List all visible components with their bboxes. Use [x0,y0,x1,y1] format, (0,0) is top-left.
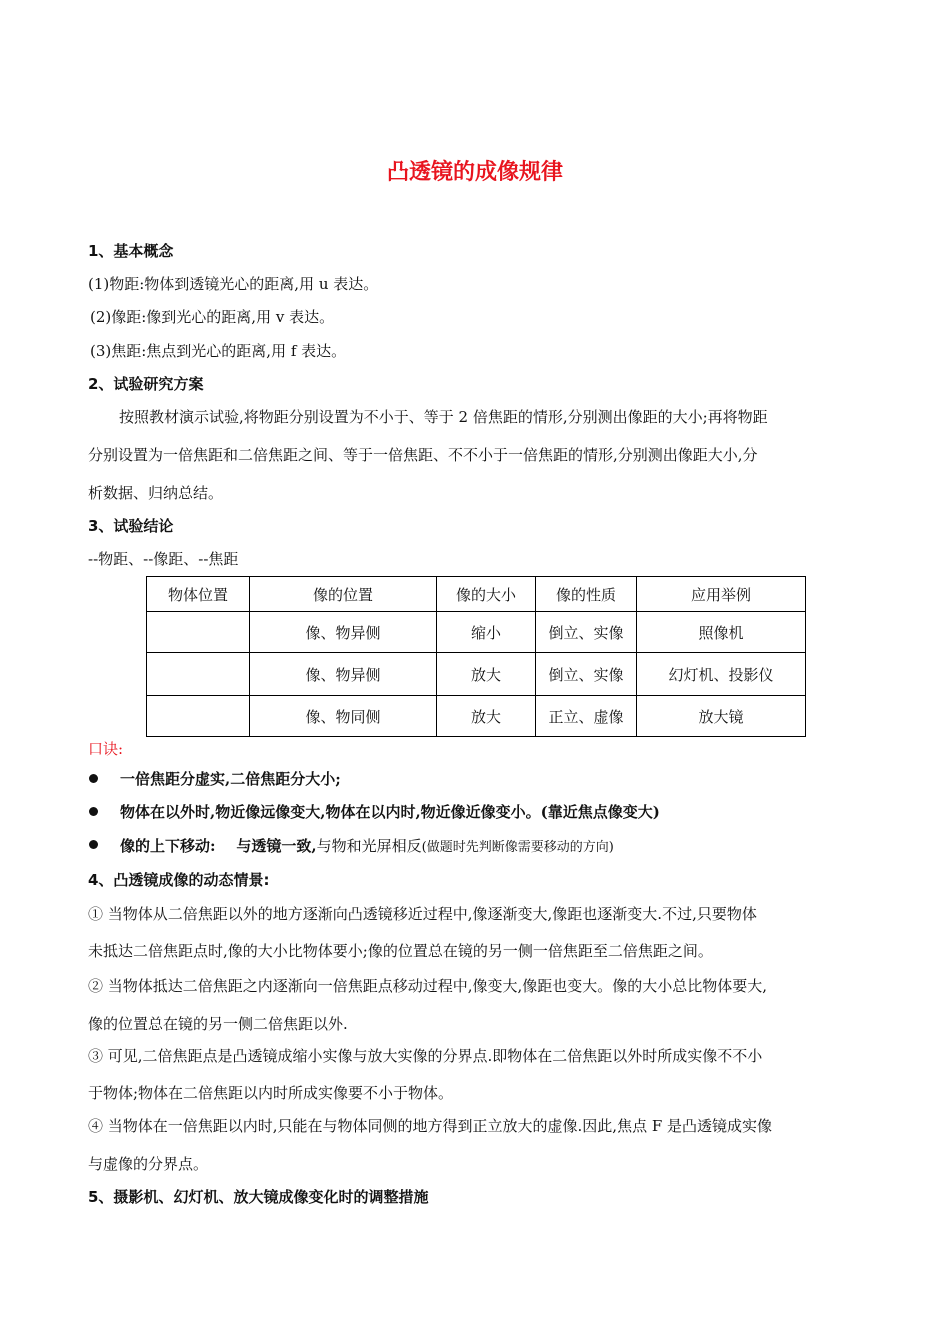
table-cell: 放大 [437,653,536,696]
mnemonic-label: 口诀: [88,740,124,758]
dynamic-line-7: ④ 当物体在一倍焦距以内时,只能在与物体同侧的地方得到正立放大的虚像.因此,焦点 F 是凸透镜成实像 [88,1117,773,1135]
mnemonic-2: 物体在以外时,物近像远像变大,物体在以内时,物近像近像变小。(靠近焦点像变大) [120,803,660,821]
dynamic-line-8: 与虚像的分界点。 [88,1155,209,1173]
dynamic-line-5: ③ 可见,二倍焦距点是凸透镜成缩小实像与放大实像的分界点.即物体在二倍焦距以外时所成实像不不小 [88,1047,763,1065]
table-cell [147,612,250,653]
header-application: 应用举例 [637,577,806,612]
section-1-heading: 1、基本概念 [88,242,174,260]
table-cell: 正立、虚像 [536,696,637,737]
table-cell: 放大 [437,696,536,737]
plan-line-1: 按照教材演示试验,将物距分别设置为不小于、等于 2 倍焦距的情形,分别测出像距的大小;再将物距 [119,408,768,426]
table-row [147,696,806,737]
section-3-heading: 3、试验结论 [88,517,174,535]
concept-focal-length: (3)焦距:焦点到光心的距离,用 f 表达。 [90,342,347,360]
section-4-heading: 4、凸透镜成像的动态情景: [88,871,270,889]
table-cell: 像、物异侧 [250,653,437,696]
header-object-position: 物体位置 [147,577,250,612]
section-5-heading: 5、摄影机、幻灯机、放大镜成像变化时的调整措施 [88,1188,429,1206]
table-cell: 照像机 [637,612,806,653]
imaging-rules-table [146,576,806,737]
symbol-legend: --物距、--像距、--焦距 [88,550,239,568]
table-row [147,653,806,696]
header-image-nature: 像的性质 [536,577,637,612]
table-cell: 倒立、实像 [536,653,637,696]
table-cell [147,653,250,696]
header-image-size: 像的大小 [437,577,536,612]
dynamic-line-3: ② 当物体抵达二倍焦距之内逐渐向一倍焦距点移动过程中,像变大,像距也变大。像的大小总比物体要大, [88,977,768,995]
dynamic-line-4: 像的位置总在镜的另一侧二倍焦距以外. [88,1015,348,1033]
dynamic-line-6: 于物体;物体在二倍焦距以内时所成实像要不小于物体。 [88,1084,454,1102]
dynamic-line-2: 未抵达二倍焦距点时,像的大小比物体要小;像的位置总在镜的另一侧一倍焦距至二倍焦距之间。 [88,942,713,960]
dynamic-line-1: ① 当物体从二倍焦距以外的地方逐渐向凸透镜移近过程中,像逐渐变大,像距也逐渐变大.不过,只要物体 [88,905,757,923]
plan-line-2: 分别设置为一倍焦距和二倍焦距之间、等于一倍焦距、不不小于一倍焦距的情形,分别测出像距大小,分 [88,446,758,464]
mnemonic-3-bold: 像的上下移动: 与透镜一致, [120,837,317,855]
mnemonic-1: 一倍焦距分虚实,二倍焦距分大小; [120,770,341,788]
bullet-dot-icon [89,807,98,816]
table-cell: 倒立、实像 [536,612,637,653]
table-cell: 缩小 [437,612,536,653]
table-row [147,612,806,653]
concept-object-distance: (1)物距:物体到透镜光心的距离,用 u 表达。 [88,275,379,293]
bullet-dot-icon [89,840,98,849]
mnemonic-3-plain: 与物和光屏相反 [316,837,422,855]
table-cell: 像、物异侧 [250,612,437,653]
table-cell: 幻灯机、投影仪 [637,653,806,696]
table-cell: 像、物同侧 [250,696,437,737]
bullet-dot-icon [89,774,98,783]
plan-line-3: 析数据、归纳总结。 [88,484,224,502]
mnemonic-3 [120,835,614,856]
page-title: 凸透镜的成像规律 [386,160,563,185]
table-cell [147,696,250,737]
mnemonic-3-note: (做题时先判断像需要移动的方向) [421,840,614,855]
section-2-heading: 2、试验研究方案 [88,375,204,393]
concept-image-distance: (2)像距:像到光心的距离,用 v 表达。 [90,308,335,326]
header-image-position: 像的位置 [250,577,437,612]
table-cell: 放大镜 [637,696,806,737]
table-header-row [147,577,806,612]
